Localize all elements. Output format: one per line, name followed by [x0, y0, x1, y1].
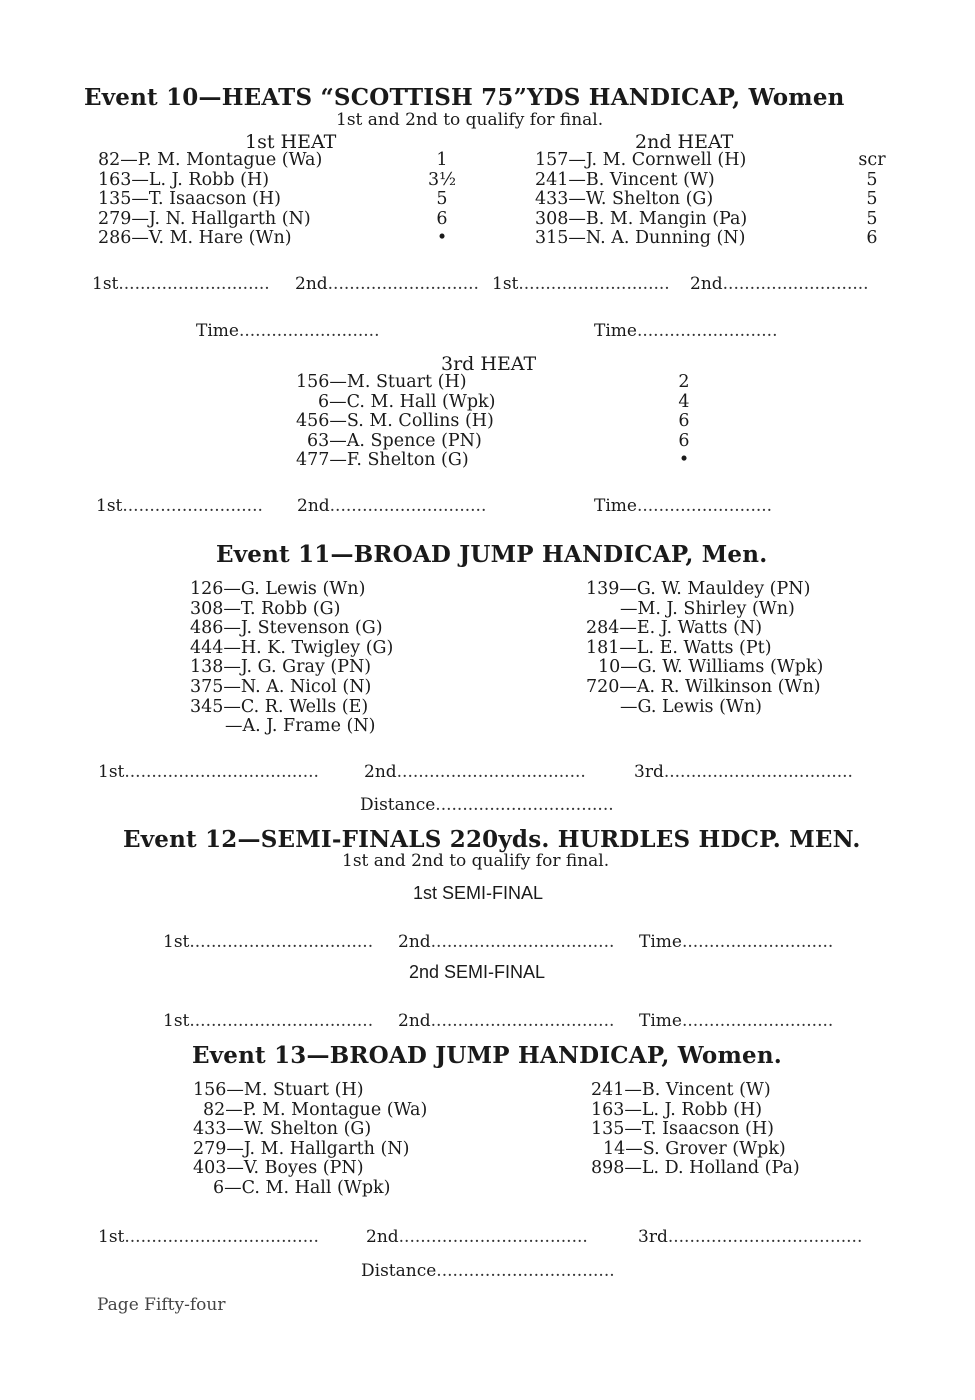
event-10-subtitle: 1st and 2nd to qualify for final.	[336, 110, 604, 130]
list-item: 135—T. Isaacson (H)	[98, 189, 281, 210]
list-item: 163—L. J. Robb (H)	[591, 1099, 763, 1120]
list-item: —M. J. Shirley (Wn)	[620, 598, 795, 619]
event-13-title: Event 13—BROAD JUMP HANDICAP, Women.	[192, 1042, 782, 1069]
list-item: 135—T. Isaacson (H)	[591, 1119, 774, 1140]
list-item: 477—F. Shelton (G)	[296, 450, 469, 471]
list-item: 157—J. M. Cornwell (H)	[535, 150, 747, 170]
heat-2-handicaps	[852, 151, 892, 249]
list-item: 241—B. Vincent (W)	[535, 169, 715, 190]
handicap-value: 4	[678, 391, 690, 412]
list-item: 308—B. M. Mangin (Pa)	[535, 208, 748, 229]
heat-3-heading: 3rd HEAT	[441, 353, 537, 375]
event-11-left-list	[190, 580, 393, 737]
semi-final-1-heading: 1st SEMI-FINAL	[413, 883, 544, 903]
heat-2-time-field: Time..........................	[594, 321, 778, 341]
heat-2-first-field: 1st............................	[492, 274, 670, 294]
page-number: Page Fifty-four	[97, 1295, 226, 1315]
handicap-value: 6	[866, 228, 878, 249]
list-item: 286—V. M. Hare (Wn)	[98, 228, 292, 249]
heat-2-second-field: 2nd...........................	[690, 274, 869, 294]
event-10-title: Event 10—HEATS “SCOTTISH 75”YDS HANDICAP, Women	[84, 84, 845, 111]
event-13-left-list	[193, 1081, 427, 1199]
semi-2-first-field: 1st..................................	[163, 1011, 374, 1031]
handicap-value: 5	[866, 208, 878, 229]
event-11-second-field: 2nd...................................	[364, 762, 586, 782]
list-item: 433—W. Shelton (G)	[193, 1119, 372, 1140]
list-item: 139—G. W. Mauldey (PN)	[586, 579, 811, 599]
semi-1-time-field: Time............................	[639, 932, 834, 952]
handicap-value: 5	[436, 189, 448, 210]
semi-final-2-heading: 2nd SEMI-FINAL	[409, 962, 546, 982]
heat-1-heading: 1st HEAT	[245, 131, 337, 153]
heat-3-list	[296, 373, 541, 471]
heat-1-list	[98, 151, 322, 249]
event-11-distance-field: Distance.................................	[360, 795, 614, 815]
list-item: 315—N. A. Dunning (N)	[535, 228, 746, 249]
handicap-value: •	[678, 450, 690, 471]
handicap-value: 3½	[427, 169, 457, 190]
semi-1-first-field: 1st..................................	[163, 932, 374, 952]
event-13-distance-field: Distance.................................	[361, 1261, 615, 1281]
list-item: 456—S. M. Collins (H)	[296, 411, 494, 432]
list-item: 279—J. N. Hallgarth (N)	[98, 208, 311, 229]
event-11-title: Event 11—BROAD JUMP HANDICAP, Men.	[216, 541, 768, 568]
list-item: 898—L. D. Holland (Pa)	[591, 1158, 800, 1179]
handicap-value: 6	[678, 430, 690, 451]
heat-2-heading: 2nd HEAT	[635, 131, 734, 153]
list-item: 279—J. M. Hallgarth (N)	[193, 1138, 410, 1159]
event-11-first-field: 1st....................................	[98, 762, 319, 782]
list-item: 345—C. R. Wells (E)	[190, 696, 369, 717]
list-item: 444—H. K. Twigley (G)	[190, 637, 394, 658]
heat-1-time-field: Time..........................	[196, 321, 380, 341]
list-item: 720—A. R. Wilkinson (Wn)	[586, 676, 821, 697]
handicap-value: 5	[866, 169, 878, 190]
handicap-value: 1	[436, 150, 448, 170]
event-13-second-field: 2nd...................................	[366, 1227, 588, 1247]
list-item: 138—J. G. Gray (PN)	[190, 657, 372, 678]
list-item: 375—N. A. Nicol (N)	[190, 676, 372, 697]
heat-3-second-field: 2nd.............................	[297, 496, 487, 516]
list-item: 6—C. M. Hall (Wpk)	[318, 391, 496, 412]
list-item: 156—M. Stuart (H)	[296, 372, 467, 392]
semi-2-second-field: 2nd..................................	[398, 1011, 615, 1031]
list-item: 163—L. J. Robb (H)	[98, 169, 270, 190]
list-item: 63—A. Spence (PN)	[307, 430, 482, 451]
semi-2-time-field: Time............................	[639, 1011, 834, 1031]
heat-3-time-field: Time.........................	[594, 496, 773, 516]
event-13-first-field: 1st....................................	[98, 1227, 319, 1247]
heat-3-first-field: 1st..........................	[96, 496, 263, 516]
list-item: 14—S. Grover (Wpk)	[603, 1138, 786, 1159]
event-12-subtitle: 1st and 2nd to qualify for final.	[342, 851, 610, 871]
list-item: 241—B. Vincent (W)	[591, 1080, 771, 1100]
handicap-value: •	[436, 228, 448, 249]
list-item: —A. J. Frame (N)	[225, 716, 376, 737]
list-item: 433—W. Shelton (G)	[535, 189, 714, 210]
list-item: 486—J. Stevenson (G)	[190, 618, 383, 639]
handicap-value: 6	[436, 208, 448, 229]
semi-1-second-field: 2nd..................................	[398, 932, 615, 952]
heat-1-first-field: 1st............................	[92, 274, 270, 294]
handicap-value: 5	[866, 189, 878, 210]
list-item: 308—T. Robb (G)	[190, 598, 341, 619]
event-11-third-field: 3rd...................................	[634, 762, 853, 782]
event-11-right-list	[586, 580, 823, 717]
handicap-value: 6	[678, 411, 690, 432]
list-item: 82—P. M. Montague (Wa)	[98, 150, 323, 170]
list-item: 6—C. M. Hall (Wpk)	[213, 1177, 391, 1198]
list-item: 181—L. E. Watts (Pt)	[586, 637, 772, 658]
handicap-value: scr	[858, 150, 886, 170]
list-item: 82—P. M. Montague (Wa)	[203, 1099, 428, 1120]
list-item: 403—V. Boyes (PN)	[193, 1158, 364, 1179]
heat-3-handicaps	[664, 373, 704, 471]
heat-2-list	[535, 151, 747, 249]
list-item: 284—E. J. Watts (N)	[586, 618, 763, 639]
event-13-right-list	[591, 1081, 800, 1179]
list-item: —G. Lewis (Wn)	[620, 696, 762, 717]
event-13-third-field: 3rd....................................	[638, 1227, 863, 1247]
heat-1-second-field: 2nd............................	[295, 274, 479, 294]
heat-1-handicaps	[422, 151, 462, 249]
list-item: 10—G. W. Williams (Wpk)	[598, 657, 824, 678]
list-item: 126—G. Lewis (Wn)	[190, 579, 366, 599]
event-12-title: Event 12—SEMI-FINALS 220yds. HURDLES HDCP. MEN.	[123, 826, 861, 853]
list-item: 156—M. Stuart (H)	[193, 1080, 364, 1100]
handicap-value: 2	[678, 372, 690, 392]
